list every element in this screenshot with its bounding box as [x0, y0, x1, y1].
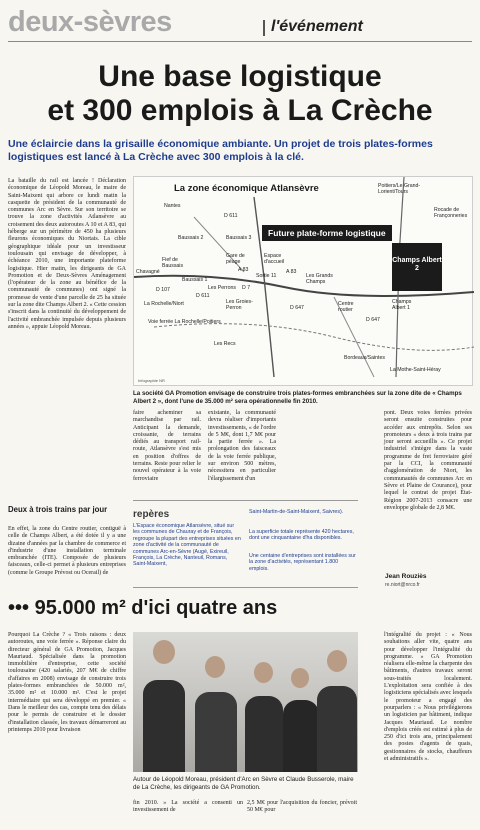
- reperes-item: Saint-Martin-de-Saint-Maixent, Saivres).: [249, 509, 344, 515]
- map-caption: La société GA Promotion envisage de construire trois plates-formes embranchées sur la zone dite de « Champs Albert 2 », dont l'une de 35.000 m² sera opérationnelle fin 2010.: [133, 390, 462, 405]
- map-label: Les Perrons: [208, 285, 236, 291]
- map-credit: Infographie NR: [138, 378, 165, 383]
- rubric-label: l'événement: [271, 18, 363, 35]
- headline-line-2: et 300 emplois à La Crèche: [47, 94, 433, 127]
- person-figure: [143, 680, 185, 772]
- section-2-title: 95.000 m² d'ici quatre ans: [34, 597, 278, 619]
- article-column-4: pont. Deux voies ferrées privées seront ensuite construites pour accéder aux entrepôts. Selon ses promoteurs « deux à trois trains par jour seront accueillis ». Ce projet industriel s'intègre dans la vaste programme de fret ferroviaire géré par la CCI, la communauté d'agglomération de Niort, les communautés de communes Arc en Sèvre et Plaine de Courance), pour lequel le contrat de projet État-Région 2007-2013 consacre une enveloppe globale de 2,8 M€.: [384, 410, 472, 511]
- map-title: La zone économique Atlansèvre: [174, 183, 319, 194]
- map-label: Les Recs: [214, 341, 236, 347]
- section-2-column-1: Pourquoi La Crèche ? « Trois raisons : deux autoroutes, une voie ferrée ». Réponse claire du directeur général de GA Promotion, Jacques Mauriaud. Spécialisée dans la promotion immobilière d'entreprise, cette société toulousaine (420 salariés, 207 M€ de chiffre d'affaires en 2008) envisage de construire trois plates-formes embranchées de 50.000 m², 35.000 m² et 10.000 m². C'est le projet intermédiaire qui sera développé en premier. « Dans le meilleur des cas, compte tenu des délais pour le permis de construire et le dossier d'installation classée, les travaux démarreront au printemps 2010 pour livraison: [8, 632, 126, 733]
- section-2-heading: [8, 597, 277, 620]
- railway: [154, 324, 474, 351]
- page-header: [8, 6, 472, 42]
- person-head: [205, 656, 225, 678]
- map-label: Les Groies-Perron: [226, 299, 253, 311]
- map-label: Espace d'accueil: [264, 253, 285, 265]
- map-label: Nantes: [164, 203, 181, 209]
- column-1-paragraph-2: En effet, la zone du Centre routier, contiguë à celle de Champs Albert, a été dotée il y a une dizaine d'années par la chambre de commerce et d'industrie d'une installation terminale embranchée (ITE). Composée de plusieurs faisceaux, celle-ci permet à plusieurs entreprises (comme le Groupe Prévost ou Ocerail) de: [8, 526, 126, 576]
- reperes-box: [133, 500, 358, 588]
- author-email: re.niort@nrco.fr: [385, 582, 420, 588]
- person-head: [291, 668, 309, 688]
- map-label: Champs Albert 1: [392, 299, 412, 311]
- map-label: Baussais 2: [178, 235, 204, 241]
- section-2-column-3: 2,5 M€ pour l'acquisition du foncier, prévoit 50 M€ pour: [247, 800, 357, 814]
- map-label: Gare de péage: [226, 253, 245, 265]
- headline-line-1: Une base logistique: [98, 60, 382, 93]
- map-label: D 647: [290, 305, 304, 311]
- map-label: Bordeaux/Saintes: [344, 355, 385, 361]
- person-figure: [245, 696, 283, 772]
- reperes-title: repères: [133, 509, 170, 520]
- reperes-item: Une centaine d'entreprises sont installées sur la zone d'activités, représentant 1.800 emplois.: [249, 553, 356, 572]
- heading-bullets: •••: [8, 597, 30, 619]
- map-label: La Mothe-Saint-Héray: [390, 367, 441, 373]
- headline: [20, 60, 460, 128]
- person-head: [327, 650, 347, 672]
- map-label: Fief de Baussais: [162, 257, 184, 269]
- map-label: D 611: [224, 213, 238, 219]
- map-label: Poitiers/Le Grand-Lorient/Tours: [378, 183, 421, 195]
- section-name: deux-sèvres: [8, 6, 172, 38]
- map-label: Baussais 3: [226, 235, 252, 241]
- person-head: [254, 662, 273, 683]
- map-label: Voie ferrée La Rochelle/Poitiers: [148, 319, 221, 325]
- map-label: A 83: [238, 267, 249, 273]
- header-divider: [263, 20, 265, 36]
- map-label: D 7: [242, 285, 251, 291]
- person-head: [153, 640, 175, 664]
- map-label: Les Grands Champs: [306, 273, 333, 285]
- zone-map: [133, 176, 473, 386]
- article-column-2: faire acheminer sa marchandise par rail. Anticipant la demande, croissante, de terrains dédiés au transport rail-route, Atlansèvre s'est mis en position d'offres de terrains. Reste pour relier le nouvel opérateur à la voie ferroviaire: [133, 410, 201, 482]
- map-label: D 611: [196, 293, 210, 299]
- map-label: A 83: [286, 269, 297, 275]
- subheading-trains: Deux à trois trains par jour: [8, 505, 108, 514]
- future-platform-label: Future plate-forme logistique: [262, 225, 392, 241]
- photo-caption: Autour de Léopold Moreau, président d'Arc en Sèvre et Claude Busserole, maire de La Crèche, les dirigeants de GA Promotion.: [133, 776, 354, 791]
- person-figure: [283, 700, 319, 772]
- map-label: Centre routier: [338, 301, 354, 313]
- section-2-column-4: l'intégralité du projet : « Nous souhaitons aller vite, quatre ans pour développer l'intégralité du programme. » GA Promotion réalisera elle-même la charpente des bâtiments, d'autres travaux seront sous-traités localement. L'exploitation sera confiée à des logisticiens spécialisés avec lesquels le promoteur a engagé des pourparlers : « Nous privilégierons un logisticien par bâtiment, indique Jacques Mauriaud. Le nombre d'emplois créés est estimé à plus de 250 d'ici trois ans, principalement des postes d'agents de quais, gestionnaires de stocks, chauffeurs et administratifs ».: [384, 632, 472, 763]
- reperes-item: La superficie totale représente 420 hectares, dont une cinquantaine d'ha disponibles.: [249, 529, 354, 542]
- map-label: D 107: [156, 287, 170, 293]
- section-2-column-2: fin 2010. » La société a consenti un investissement de: [133, 800, 243, 814]
- reperes-item: L'Espace économique Atlansèvre, situé sur les communes de Chauray et de François, regroupe la plupart des entreprises situées en zone d'activité de la communauté de communes Arc-en-Sèvre (Augé, Exireuil, François, La Crèche, Nanteuil, Romans, Saint-Maixent,: [133, 523, 241, 568]
- champs-albert-2-zone: Champs Albert 2: [392, 243, 442, 291]
- map-label: La Rochelle/Niort: [144, 301, 184, 307]
- article-column-1: [8, 178, 126, 331]
- column-1-paragraph-1: La bataille du rail est lancée ! Déclaration économique de Léopold Moreau, le maire de Saint-Maixent qui arbore ce lundi matin la casquette de président de la communauté de communes Arc en Sèvre. Sur son territoire se trouve la zone d'activités Atlansèvre au croisement des deux autoroutes A 10 et A 83, qui héberge sur un périmètre de 450 ha plusieurs fleurons économiques du Niortais. La cible géographique idéale pour un investisseur toulousain qui envisage de développer, à échéance 2010, une importante plateforme logistique. Hier matin, les dirigeants de GA Promotion et de Deux-Sèvres Aménagement (l'opérateur de la zone au bénéfice de la communauté de communes) ont signé la promesse de vente d'une parcelle de 25 ha située sur la zone dite Champs Albert 2. « Cette cession s'inscrit dans la continuité du développement de l'activité embranchée impulsée depuis plusieurs années », appuie Léopold Moreau.: [8, 178, 126, 330]
- group-photo: [133, 632, 358, 772]
- lead-paragraph: Une éclaircie dans la grisaille économique ambiante. Un projet de trois plates-formes logistiques est lancé à La Crèche avec 300 emplois à la clé.: [8, 138, 433, 163]
- author-name: Jean Rouziès: [385, 573, 427, 580]
- person-figure: [317, 686, 357, 772]
- article-column-3: existante, la communauté devra réaliser d'importants investissements, « de l'ordre de 5 M€, dont 1,7 M€ pour la partie ferrée ». La prolongation des faisceaux de la voie ferrée publique, sur environ 500 mètres, nécessitera en particulier l'élargissement d'un: [208, 410, 276, 482]
- map-label: Sortie 11: [256, 273, 277, 279]
- person-figure: [195, 692, 237, 772]
- map-label: D 647: [366, 317, 380, 323]
- map-label: Chavagné: [136, 269, 160, 275]
- map-label: Baussais 1: [182, 277, 208, 283]
- map-label: Rocade de Françonneries: [434, 207, 468, 219]
